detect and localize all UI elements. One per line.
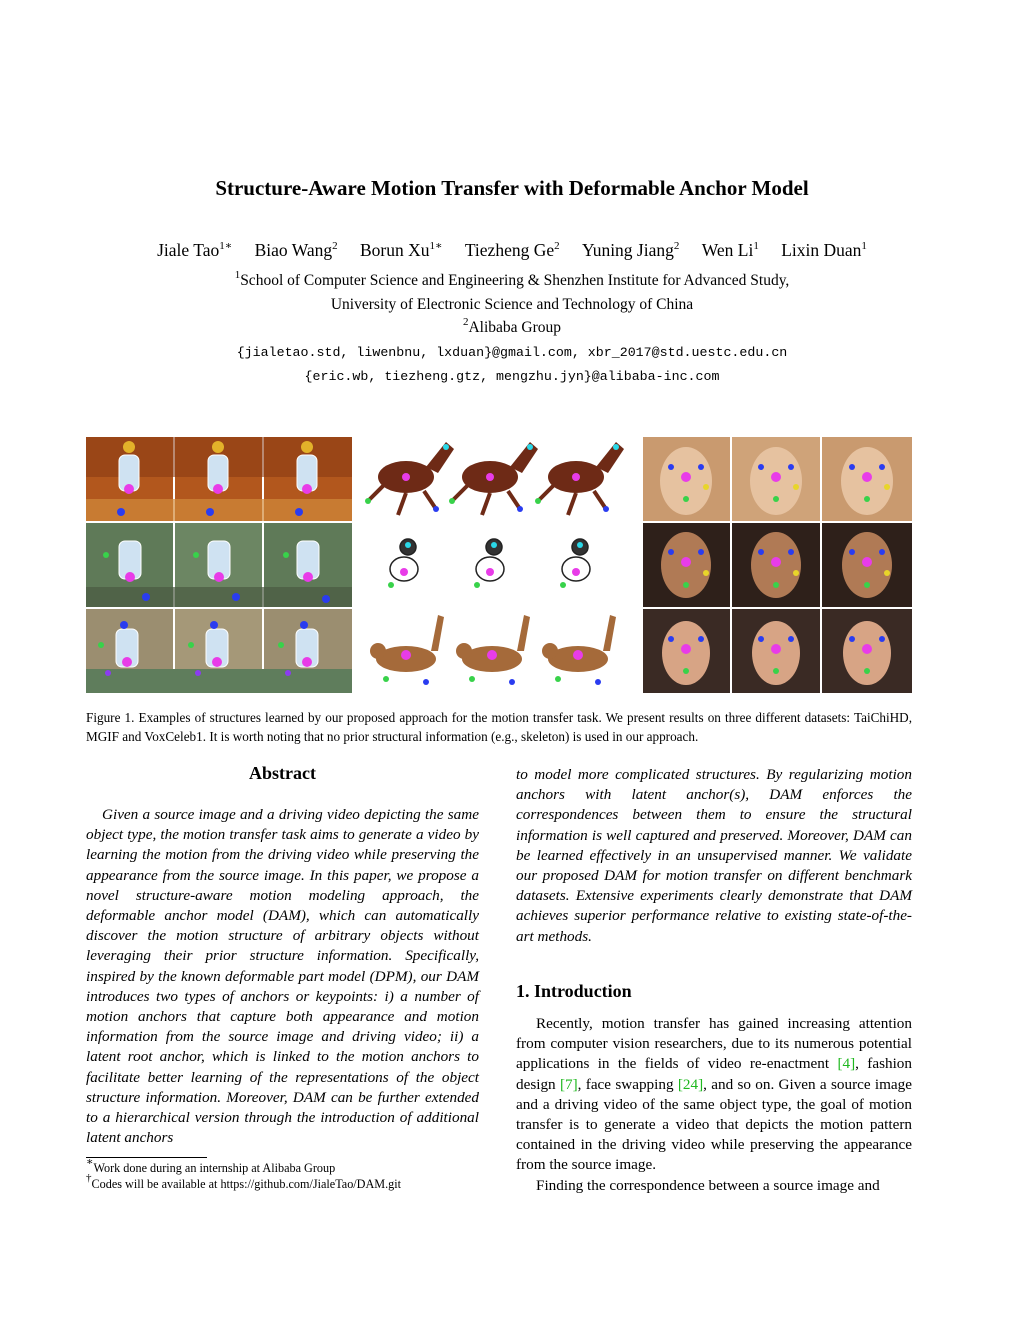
- figure-1-image: [86, 437, 912, 693]
- abstract-text-continued: to model more complicated structures. By regularizing motion anchors with latent anchor(s), DAM enforces the correspondences between them to ensure the structural information is well captured and preserved. Moreover, DAM can be learned effectively in an unsupervised manner. We validate our proposed DAM for motion transfer on different benchmark datasets. Extensive experiments clearly demonstrate that DAM achieves superior performance relative to existing state-of-the-art methods.: [516, 766, 912, 945]
- mgif-panel: [365, 442, 624, 685]
- footnote-rule: [86, 1157, 207, 1158]
- citation-link[interactable]: [7]: [559, 1075, 578, 1093]
- email-line-2: {eric.wb, tiezheng.gtz, mengzhu.jyn}@alibaba-inc.com: [304, 369, 720, 384]
- author: Borun $Xu^{1∗}$: [359, 240, 443, 260]
- email-line-1: {jialetao.std, liwenbnu, lxduan}@gmail.com, xbr_2017@std.uestc.edu.cn: [236, 345, 788, 360]
- affiliation-2: $^2$Alibaba Group: [462, 316, 562, 336]
- author: Jiale Tao$^{1∗}$: [157, 240, 233, 260]
- taichi-panel: [86, 437, 352, 693]
- figure-1: [86, 437, 912, 693]
- citation-link[interactable]: [24]: [677, 1075, 704, 1093]
- introduction-heading: 1. Introduction: [516, 981, 632, 1001]
- author: Lixin Duan$^1$: [781, 240, 867, 260]
- footnote-1: ∗Work done during an internship at Alibaba Group: [86, 1156, 336, 1175]
- intro-paragraph-1: Recently, motion transfer has gained increasing attention from computer vision researchers, due to its numerous potential applications in the fields of video re-enactment [4], fashion design [7], face swapping [24], and so on. Given a source image and a driving video of the same object type, the goal of motion transfer is to generate a video that depicts the motion pattern contained in the driving video while preserving the appearance from the source image.: [516, 1015, 913, 1174]
- footnote-2: †Codes will be available at https://github.com/JialeTao/DAM.git: [86, 1172, 402, 1191]
- abstract-text: Given a source image and a driving video depicting the same object type, the motion transfer task aims to generate a video by learning the motion from the driving video while preserving the appearance from the source image. In this paper, we propose a novel structure-aware motion modeling approach, the deformable anchor model (DAM), which can automatically discover the motion structure of arbitrary objects without leveraging their prior structure information. Specifically, inspired by the known deformable part model (DPM), our DAM introduces two types of anchors or keypoints: i) a number of motion anchors that capture both appearance and motion information from the source image and driving video; ii) a latent root anchor, which is linked to the motion anchors to facilitate better learning of the representations of the object structure information. Moreover, DAM can be further extended to a hierarchical version through the introduction of additional latent anchors: [86, 806, 479, 1147]
- intro-paragraph-2: Finding the correspondence between a source image and: [536, 1177, 880, 1194]
- affiliation-1-cont: University of Electronic Science and Technology of China: [330, 296, 694, 313]
- author: Tiezheng Ge$^2$: [464, 240, 560, 260]
- affiliation-1: $^1$School of Computer Science and Engineering & Shenzhen Institute for Advanced Study,: [234, 269, 790, 289]
- author: Yuning Jiang$^2$: [582, 240, 680, 260]
- abstract-heading: Abstract: [249, 763, 316, 783]
- citation-link[interactable]: [4]: [837, 1055, 856, 1073]
- author-list: [60, 240, 964, 261]
- author: Biao Wang$^2$: [254, 240, 338, 260]
- brown-cat-row: [370, 615, 616, 672]
- voxceleb-panel: [643, 437, 912, 693]
- figure-caption: Figure 1. Examples of structures learned by our proposed approach for the motion transfer task. We present results on three different datasets: TaiChiHD, MGIF and VoxCeleb1. It is worth noting that no prior structural information (e.g., skeleton) is used in our approach.: [86, 710, 912, 744]
- paper-title: Structure-Aware Motion Transfer with Deformable Anchor Model: [215, 176, 809, 200]
- author: Wen Li$^1$: [701, 240, 759, 260]
